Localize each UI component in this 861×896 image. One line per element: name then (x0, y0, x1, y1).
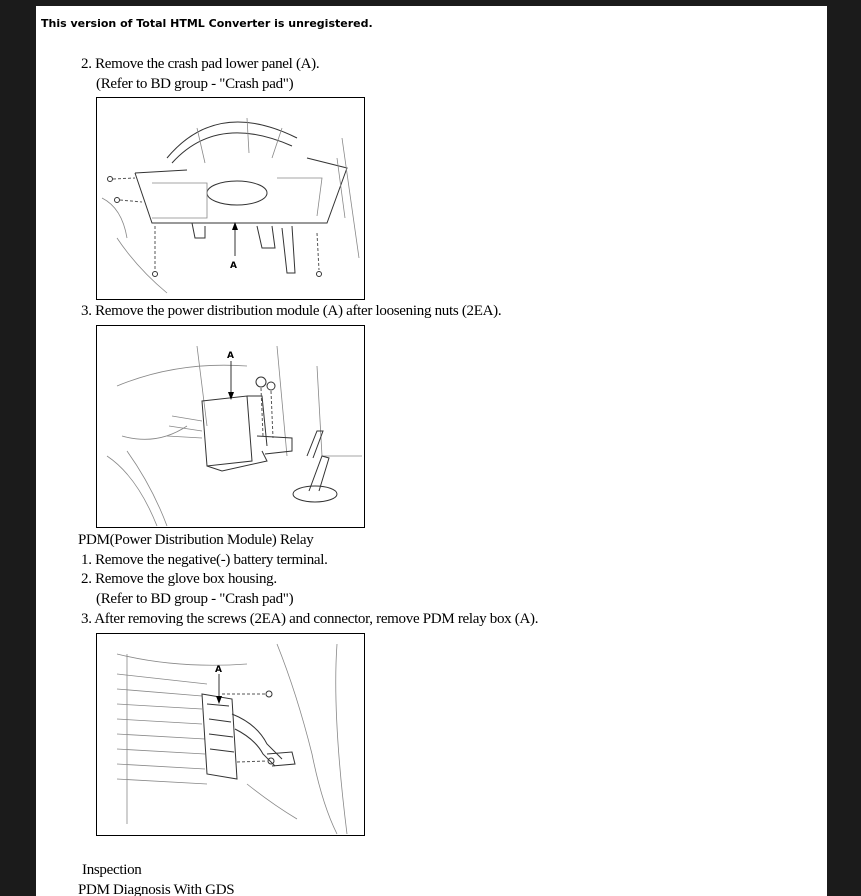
fig3-label-a: A (215, 665, 222, 675)
document-page (36, 6, 827, 896)
crash-pad-lower-panel-figure (96, 97, 365, 300)
inspection-heading: Inspection (82, 862, 142, 878)
unregistered-banner: This version of Total HTML Converter is unregistered. (41, 17, 373, 30)
step-remove-battery-terminal: 1. Remove the negative(-) battery terminal. (81, 552, 328, 568)
fig1-label-a: A (230, 261, 237, 271)
pdm-relay-box-figure (96, 633, 365, 836)
step-glove-box-reference: (Refer to BD group - "Crash pad") (96, 591, 294, 607)
power-distribution-module-figure (96, 325, 365, 528)
fig2-label-a: A (227, 351, 234, 361)
step-remove-power-distribution-module: 3. Remove the power distribution module (A) after loosening nuts (2EA). (81, 303, 502, 319)
step-remove-pdm-relay-box: 3. After removing the screws (2EA) and connector, remove PDM relay box (A). (81, 611, 539, 627)
step-remove-glove-box: 2. Remove the glove box housing. (81, 571, 277, 587)
pdm-relay-section-title: PDM(Power Distribution Module) Relay (78, 532, 314, 548)
step-remove-crash-pad: 2. Remove the crash pad lower panel (A). (81, 56, 320, 72)
step-crash-pad-reference: (Refer to BD group - "Crash pad") (96, 76, 294, 92)
pdm-diagnosis-heading: PDM Diagnosis With GDS (78, 882, 235, 896)
